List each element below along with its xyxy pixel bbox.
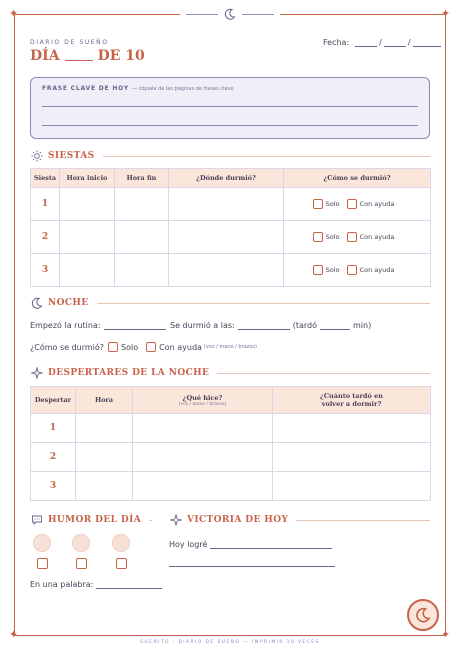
mood-faces <box>32 534 152 574</box>
help-checkbox[interactable] <box>347 199 357 209</box>
nap-how-cell <box>284 254 431 287</box>
night-solo-label: Solo <box>121 342 139 352</box>
night-section-header <box>30 296 430 310</box>
night-help-label: Con ayuda <box>159 342 202 352</box>
day-number-field[interactable] <box>65 60 93 61</box>
keyphrase-line-2[interactable] <box>42 125 418 126</box>
keyphrase-line-1[interactable] <box>42 106 418 107</box>
neutral-face-icon <box>72 534 90 552</box>
date-separator: / <box>379 38 382 47</box>
help-checkbox[interactable] <box>347 232 357 242</box>
slept-field[interactable] <box>238 322 290 330</box>
day-prefix: DÍA <box>30 48 60 64</box>
brand-logo <box>407 599 439 631</box>
victory-title: VICTORIA DE HOY <box>187 515 289 525</box>
col-header-sub: (voz / mano / brazos) <box>178 401 227 407</box>
mood-title: HUMOR DEL DÍA <box>48 515 142 525</box>
solo-checkbox[interactable] <box>313 199 323 209</box>
day-suffix: DE 10 <box>97 48 145 64</box>
date-separator: / <box>407 38 411 47</box>
victory-label: Hoy logré <box>169 540 208 549</box>
mood-word-label: En una palabra: <box>30 580 94 589</box>
col-header: Despertar <box>31 387 76 414</box>
col-header: ¿Cuánto tardó en volver a dormir? <box>273 387 431 414</box>
waking-number: 2 <box>31 443 76 472</box>
wakings-section-header <box>30 366 430 380</box>
slept-row <box>170 321 371 330</box>
nap-end-cell[interactable] <box>115 221 169 254</box>
mood-sad-checkbox[interactable] <box>116 558 127 569</box>
solo-label: Solo <box>325 200 340 208</box>
table-row <box>31 414 431 443</box>
naps-header-row <box>31 169 431 188</box>
solo-label: Solo <box>325 266 340 274</box>
victory-field-1[interactable] <box>210 541 332 549</box>
nap-start-cell[interactable] <box>60 254 115 287</box>
table-row <box>31 188 431 221</box>
diary-kicker: DIARIO DE SUEÑO <box>30 39 109 46</box>
help-checkbox[interactable] <box>347 265 357 275</box>
took-label: (tardó <box>292 321 318 330</box>
top-ornament <box>180 6 280 22</box>
date-year-field[interactable] <box>413 39 441 47</box>
corner-star-icon: ✦ <box>9 7 19 20</box>
nap-where-cell[interactable] <box>169 221 284 254</box>
date-label: Fecha: <box>323 38 350 47</box>
waking-action-cell[interactable] <box>133 414 273 443</box>
took-field[interactable] <box>320 322 350 330</box>
keyphrase-hint: — cópiala de las páginas de frases clave <box>132 86 234 92</box>
mood-word-row <box>30 580 165 589</box>
naps-title: SIESTAS <box>48 151 95 161</box>
nap-where-cell[interactable] <box>169 188 284 221</box>
victory-section-header <box>169 513 430 527</box>
nap-where-cell[interactable] <box>169 254 284 287</box>
happy-face-icon <box>33 534 51 552</box>
keyphrase-label <box>42 85 234 92</box>
nap-how-cell <box>284 221 431 254</box>
page-footer: SUEÑITO · DIARIO DE SUEÑO — IMPRIMIR 10 VECES <box>140 640 320 645</box>
corner-star-icon: ✦ <box>441 7 451 20</box>
sun-icon <box>30 150 43 163</box>
col-header: ¿Dónde durmió? <box>169 169 284 188</box>
date-month-field[interactable] <box>384 39 406 47</box>
waking-time-cell[interactable] <box>76 472 133 501</box>
col-header: Hora <box>76 387 133 414</box>
table-row <box>31 472 431 501</box>
nap-start-cell[interactable] <box>60 221 115 254</box>
date-row <box>323 38 443 47</box>
night-help-checkbox[interactable] <box>146 342 156 352</box>
night-title: NOCHE <box>48 298 89 308</box>
waking-duration-cell[interactable] <box>273 414 431 443</box>
waking-duration-cell[interactable] <box>273 472 431 501</box>
col-header: Hora fin <box>115 169 169 188</box>
date-day-field[interactable] <box>355 39 377 47</box>
table-row <box>31 221 431 254</box>
mood-happy-checkbox[interactable] <box>37 558 48 569</box>
keyphrase-box <box>30 77 430 139</box>
nap-how-cell <box>284 188 431 221</box>
col-header: Siesta <box>31 169 60 188</box>
routine-row <box>30 321 169 330</box>
waking-time-cell[interactable] <box>76 414 133 443</box>
waking-duration-cell[interactable] <box>273 443 431 472</box>
col-header: ¿Cómo se durmió? <box>284 169 431 188</box>
sparkle-icon <box>30 367 43 380</box>
night-solo-checkbox[interactable] <box>108 342 118 352</box>
moon-icon <box>30 297 43 310</box>
took-unit: min) <box>353 321 372 330</box>
table-row <box>31 254 431 287</box>
routine-label: Empezó la rutina: <box>30 321 101 330</box>
night-help-hint: (voz / mano / brazos) <box>203 344 257 350</box>
keyphrase-title: FRASE CLAVE DE HOY <box>42 85 129 92</box>
nap-end-cell[interactable] <box>115 254 169 287</box>
col-header: Hora inicio <box>60 169 115 188</box>
sparkle-icon <box>169 514 182 527</box>
victory-field-2[interactable] <box>169 566 335 567</box>
routine-field[interactable] <box>104 322 166 330</box>
mood-section-header <box>30 513 152 527</box>
solo-label: Solo <box>325 233 340 241</box>
wakings-header-row <box>31 387 431 414</box>
col-header <box>133 387 273 414</box>
nap-number: 1 <box>31 188 60 221</box>
night-how-row <box>30 342 257 352</box>
col-header-text: ¿Qué hice? <box>182 393 223 402</box>
waking-number: 1 <box>31 414 76 443</box>
moon-icon <box>224 8 236 20</box>
wakings-title: DESPERTARES DE LA NOCHE <box>48 368 210 378</box>
nap-number: 3 <box>31 254 60 287</box>
wakings-table <box>30 386 431 501</box>
speech-bubble-icon <box>30 514 43 527</box>
victory-row <box>169 540 335 549</box>
solo-checkbox[interactable] <box>313 232 323 242</box>
mood-neutral-checkbox[interactable] <box>76 558 87 569</box>
help-label: Con ayuda <box>359 266 395 274</box>
help-label: Con ayuda <box>359 233 395 241</box>
mood-word-field[interactable] <box>96 581 162 589</box>
nap-number: 2 <box>31 221 60 254</box>
naps-table <box>30 168 431 287</box>
waking-number: 3 <box>31 472 76 501</box>
night-how-label: ¿Cómo se durmió? <box>30 342 105 352</box>
nap-end-cell[interactable] <box>115 188 169 221</box>
naps-section-header <box>30 149 430 163</box>
waking-action-cell[interactable] <box>133 472 273 501</box>
page-title <box>30 48 145 64</box>
slept-label: Se durmió a las: <box>170 321 235 330</box>
waking-action-cell[interactable] <box>133 443 273 472</box>
moon-icon <box>415 607 431 623</box>
table-row <box>31 443 431 472</box>
sad-face-icon <box>112 534 130 552</box>
corner-star-icon: ✦ <box>9 628 19 641</box>
waking-time-cell[interactable] <box>76 443 133 472</box>
help-label: Con ayuda <box>359 200 395 208</box>
corner-star-icon: ✦ <box>441 628 451 641</box>
solo-checkbox[interactable] <box>313 265 323 275</box>
nap-start-cell[interactable] <box>60 188 115 221</box>
